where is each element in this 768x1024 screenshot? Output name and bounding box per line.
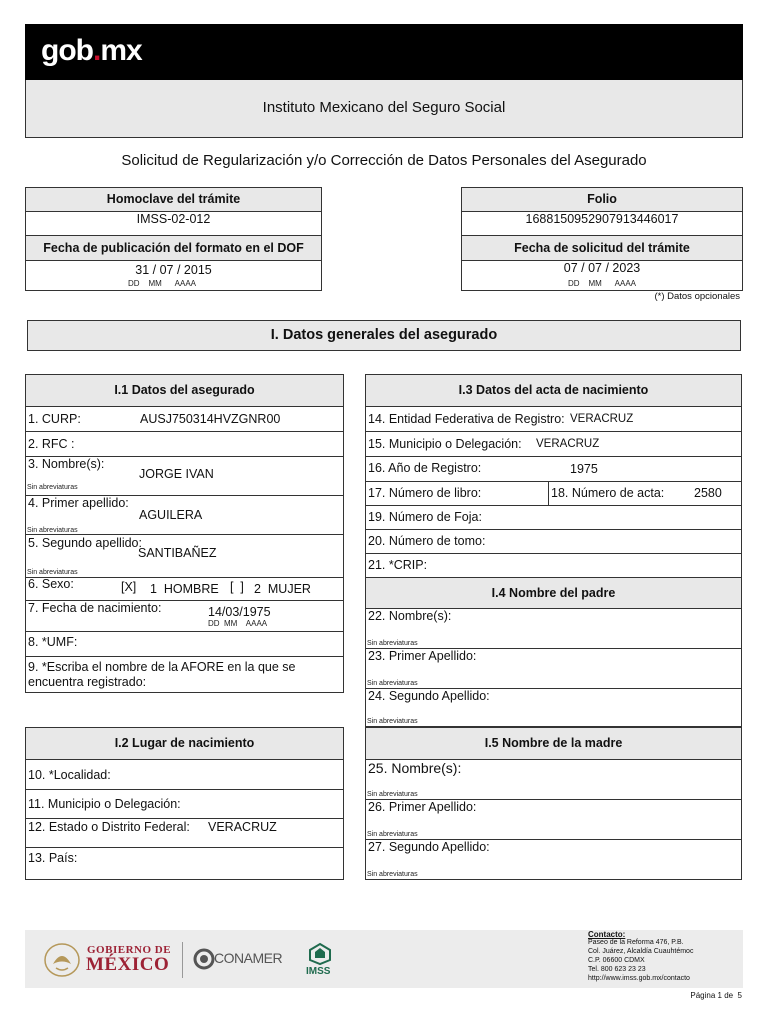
conamer-logo-icon	[193, 948, 215, 970]
municipio-row	[25, 789, 344, 819]
curp-row	[25, 406, 344, 432]
nombre-label: 3. Nombre(s):	[28, 457, 105, 471]
padre-nombre-row	[365, 608, 742, 649]
umf-label: 8. *UMF:	[28, 635, 78, 649]
anio-value[interactable]: 1975	[570, 462, 598, 476]
padre-primer-label: 23. Primer Apellido:	[368, 649, 477, 663]
municipio-label: 11. Municipio o Delegación:	[28, 797, 181, 811]
primer-apellido-row	[25, 495, 344, 535]
lugar-header: I.2 Lugar de nacimiento	[25, 727, 344, 760]
tomo-row	[365, 529, 742, 554]
madre-segundo-label: 27. Segundo Apellido:	[368, 840, 490, 854]
acta-header: I.3 Datos del acta de nacimiento	[365, 374, 742, 407]
foja-label: 19. Número de Foja:	[368, 510, 482, 524]
folio-header: Folio	[461, 187, 743, 212]
asegurado-header: I.1 Datos del asegurado	[25, 374, 344, 407]
fecha-publicacion-hint: DD MM AAAA	[128, 279, 197, 288]
fecha-publicacion-value: 31 / 07 / 2015	[135, 263, 212, 277]
madre-nombre-hint: Sin abreviaturas	[367, 791, 418, 798]
page-label: Página 1 de	[690, 991, 734, 1000]
contacto-line: Tel. 800 623 23 23	[588, 966, 646, 973]
estado-row	[25, 818, 344, 848]
curp-value[interactable]: AUSJ750314HVZGNR00	[140, 412, 281, 426]
section-title: I. Datos generales del asegurado	[27, 320, 741, 351]
anio-row	[365, 456, 742, 482]
localidad-label: 10. *Localidad:	[28, 768, 111, 782]
conamer-name: CONAMER	[214, 950, 283, 966]
form-title: Solicitud de Regularización y/o Corrección de Datos Personales del Asegurado	[121, 152, 647, 169]
padre-segundo-hint: Sin abreviaturas	[367, 718, 418, 725]
sexo-label: 6. Sexo:	[28, 577, 74, 591]
entidad-value[interactable]: VERACRUZ	[570, 413, 634, 425]
segundo-apellido-row	[25, 534, 344, 578]
primer-apellido-value[interactable]: AGUILERA	[139, 508, 203, 522]
sexo-mujer-label: 2 MUJER	[254, 582, 311, 596]
folio-value: 1688150952907913446017	[461, 211, 743, 236]
page-indicator	[660, 991, 742, 1000]
primer-apellido-label: 4. Primer apellido:	[28, 496, 129, 510]
madre-nombre-label: 25. Nombre(s):	[368, 760, 462, 776]
fecha-nacimiento-row	[25, 600, 344, 632]
imss-logo-icon	[306, 942, 334, 966]
pais-row	[25, 847, 344, 880]
estado-label: 12. Estado o Distrito Federal:	[28, 820, 190, 834]
crip-label: 21. *CRIP:	[368, 558, 428, 572]
nombre-row	[25, 456, 344, 496]
fecha-solicitud-value: 07 / 07 / 2023	[563, 261, 641, 275]
homoclave-value: IMSS-02-012	[25, 211, 322, 236]
footer-divider	[182, 942, 183, 978]
brand-dot: .	[92, 34, 101, 67]
fecha-nacimiento-label: 7. Fecha de nacimiento:	[28, 601, 162, 615]
tomo-label: 20. Número de tomo:	[368, 534, 486, 548]
estado-value[interactable]: VERACRUZ	[208, 820, 277, 834]
madre-nombre-row	[365, 759, 742, 800]
fecha-solicitud-hint: DD MM AAAA	[568, 279, 637, 288]
fecha-publicacion-header: Fecha de publicación del formato en el DOF	[25, 235, 322, 261]
contacto-line: C.P. 06600 CDMX	[588, 957, 645, 964]
padre-nombre-hint: Sin abreviaturas	[367, 640, 418, 647]
brand-logo	[41, 34, 142, 68]
gobierno-line1: GOBIERNO DE	[87, 944, 172, 956]
nombre-hint: Sin abreviaturas	[27, 484, 78, 491]
gobierno-line2: MÉXICO	[86, 954, 170, 975]
madre-header: I.5 Nombre de la madre	[365, 727, 742, 760]
contacto-url[interactable]: http://www.imss.gob.mx/contacto	[588, 975, 690, 982]
numero-acta-value[interactable]: 2580	[694, 486, 722, 500]
segundo-apellido-hint: Sin abreviaturas	[27, 569, 78, 576]
entidad-label: 14. Entidad Federativa de Registro:	[368, 412, 565, 426]
rfc-label: 2. RFC :	[28, 437, 75, 451]
numero-acta-row	[548, 481, 742, 506]
fecha-solicitud-header: Fecha de solicitud del trámite	[461, 235, 743, 261]
footer-band	[25, 930, 743, 988]
madre-segundo-hint: Sin abreviaturas	[367, 871, 418, 878]
padre-segundo-row	[365, 688, 742, 727]
brand-prefix: gob	[41, 34, 93, 67]
numero-acta-label: 18. Número de acta:	[551, 486, 665, 500]
pais-label: 13. País:	[28, 851, 78, 865]
sexo-row	[25, 577, 344, 601]
padre-primer-row	[365, 648, 742, 689]
imss-name: IMSS	[306, 966, 331, 977]
segundo-apellido-value[interactable]: SANTIBAÑEZ	[138, 546, 217, 560]
page-total: 5	[737, 991, 742, 1000]
acta-municipio-value[interactable]: VERACRUZ	[536, 438, 600, 450]
entidad-row	[365, 406, 742, 432]
padre-header: I.4 Nombre del padre	[365, 577, 742, 609]
afore-row	[25, 656, 344, 693]
padre-nombre-label: 22. Nombre(s):	[368, 609, 452, 623]
localidad-row	[25, 759, 344, 790]
acta-municipio-row	[365, 431, 742, 457]
madre-primer-hint: Sin abreviaturas	[367, 831, 418, 838]
foja-row	[365, 505, 742, 530]
header-band	[25, 24, 743, 80]
primer-apellido-hint: Sin abreviaturas	[27, 527, 78, 534]
crip-row	[365, 553, 742, 578]
homoclave-header: Homoclave del trámite	[25, 187, 322, 212]
acta-municipio-label: 15. Municipio o Delegación:	[368, 437, 522, 451]
sexo-hombre-label: 1 HOMBRE	[150, 582, 219, 596]
contacto-line: Paseo de la Reforma 476, P.B.	[588, 939, 684, 946]
anio-label: 16. Año de Registro:	[368, 461, 482, 475]
institution-name: Instituto Mexicano del Seguro Social	[262, 99, 506, 116]
sexo-hombre-checkbox[interactable]: [X]	[121, 580, 137, 594]
madre-primer-label: 26. Primer Apellido:	[368, 800, 477, 814]
padre-primer-hint: Sin abreviaturas	[367, 680, 418, 687]
fecha-publicacion-cell	[25, 260, 322, 291]
segundo-apellido-label: 5. Segundo apellido:	[28, 536, 142, 550]
rfc-row	[25, 431, 344, 457]
padre-segundo-label: 24. Segundo Apellido:	[368, 689, 490, 703]
eagle-seal-icon	[43, 942, 81, 978]
contacto-title: Contacto:	[588, 930, 626, 939]
brand-suffix: mx	[100, 34, 142, 67]
fecha-nacimiento-value[interactable]: 14/03/1975	[208, 605, 271, 619]
madre-primer-row	[365, 799, 742, 840]
madre-segundo-row	[365, 839, 742, 880]
nombre-value[interactable]: JORGE IVAN	[139, 467, 214, 481]
libro-label: 17. Número de libro:	[368, 486, 482, 500]
fecha-nacimiento-hint: DD MM AAAA	[208, 619, 268, 628]
afore-label: 9. *Escriba el nombre de la AFORE en la que se encuentra registrado:	[28, 660, 296, 689]
contacto-line: Col. Juárez, Alcaldía Cuauhtémoc	[588, 948, 694, 955]
fecha-solicitud-cell	[461, 260, 743, 291]
institution-band	[25, 80, 743, 138]
sexo-mujer-checkbox[interactable]: [ ]	[230, 580, 244, 594]
libro-row	[365, 481, 549, 506]
optional-note: (*) Datos opcionales	[654, 291, 740, 302]
umf-row	[25, 631, 344, 657]
curp-label: 1. CURP:	[28, 412, 81, 426]
